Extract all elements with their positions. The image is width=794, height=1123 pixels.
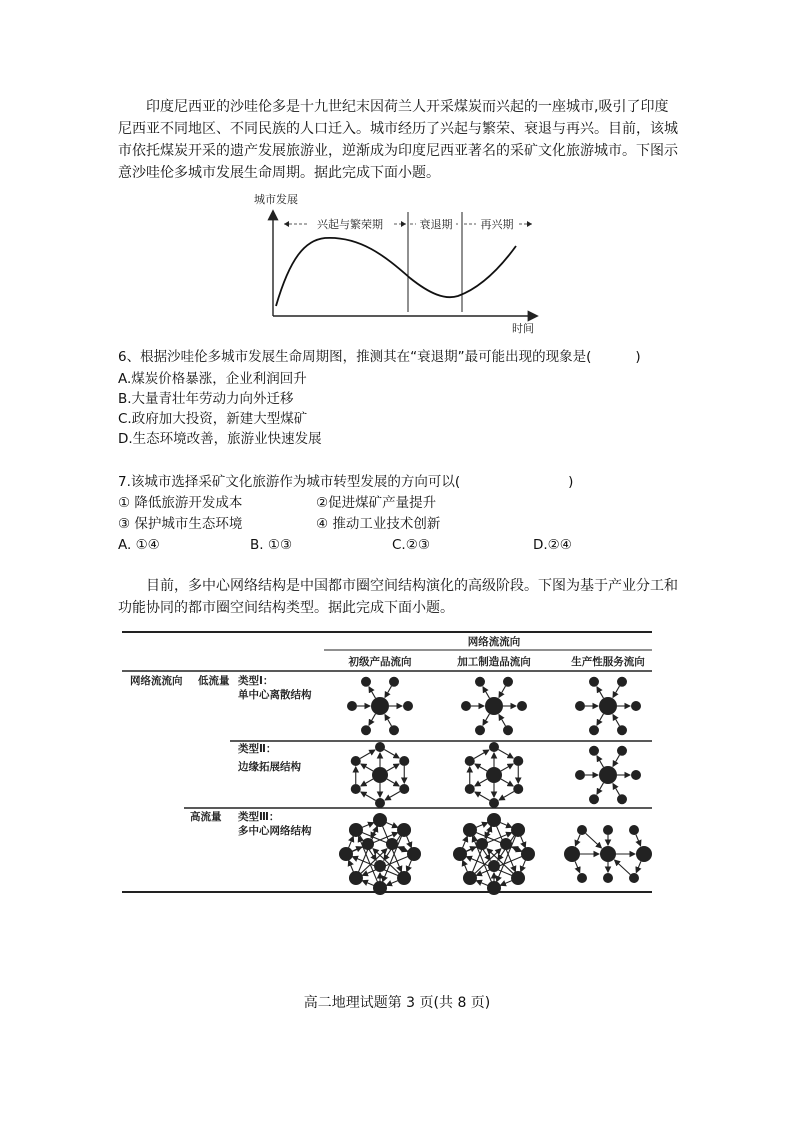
- node: [347, 701, 357, 711]
- flow-arrow: [613, 715, 620, 726]
- q6-stem: [118, 347, 641, 367]
- center-node: [599, 697, 617, 715]
- q7-stem-close: ): [568, 474, 574, 490]
- flow-arrow: [613, 686, 620, 697]
- node: [521, 847, 535, 861]
- node: [475, 725, 485, 735]
- node: [453, 847, 467, 861]
- node: [631, 701, 641, 711]
- node: [511, 823, 525, 837]
- page-footer: 高二地理试题第 3 页(共 8 页): [303, 995, 491, 1011]
- type1-title: 类型Ⅰ：: [238, 675, 274, 687]
- node: [397, 871, 411, 885]
- q7-item-3: ③ 保护城市生态环境: [118, 516, 243, 532]
- flow-arrow: [361, 792, 376, 801]
- node: [362, 838, 374, 850]
- q7-option-a[interactable]: A. ①④: [118, 537, 160, 553]
- flow-arrow: [398, 847, 408, 852]
- node: [403, 701, 413, 711]
- node: [386, 838, 398, 850]
- flow-arrow: [407, 860, 412, 872]
- node: [373, 881, 387, 895]
- node: [373, 813, 387, 827]
- center-node: [372, 767, 388, 783]
- node: [617, 677, 627, 687]
- flow-arrow: [521, 860, 526, 872]
- flow-arrow: [474, 750, 489, 759]
- flow-arrow: [498, 750, 513, 759]
- flow-arrow: [500, 822, 512, 827]
- flow-arrow: [348, 836, 353, 848]
- node: [375, 798, 385, 808]
- flow-arrow: [597, 783, 604, 794]
- node: [487, 813, 501, 827]
- flow-arrow: [520, 836, 525, 848]
- node: [575, 770, 585, 780]
- node: [617, 746, 627, 756]
- node: [629, 825, 639, 835]
- column-primary-products: 初级产品流向: [348, 656, 412, 668]
- node: [374, 860, 386, 872]
- flow-arrow: [483, 714, 490, 725]
- q7-item-1: ① 降低旅游开发成本: [118, 495, 243, 511]
- flow-arrow: [499, 715, 506, 726]
- flow-arrow: [361, 764, 373, 771]
- node: [397, 823, 411, 837]
- node: [629, 873, 639, 883]
- q7-stem: [118, 472, 573, 492]
- header-flow-direction: 网络流流向: [467, 636, 521, 648]
- flow-arrow: [362, 881, 374, 886]
- node: [349, 871, 363, 885]
- flow-arrow: [499, 792, 514, 801]
- flow-arrow: [360, 750, 375, 759]
- flow-arrow: [483, 687, 490, 698]
- phase-2-label: 衰退期: [419, 218, 453, 231]
- low-flow-label: 低流量: [198, 675, 230, 687]
- node: [589, 725, 599, 735]
- node: [349, 823, 363, 837]
- x-axis-label: 时间: [512, 322, 534, 335]
- column-producer-services: 生产性服务流向: [571, 656, 645, 668]
- node: [575, 701, 585, 711]
- node: [351, 784, 361, 794]
- node: [513, 784, 523, 794]
- node: [513, 756, 523, 766]
- q7-option-b[interactable]: B. ①③: [250, 537, 293, 553]
- flow-arrow: [369, 714, 376, 725]
- node: [500, 838, 512, 850]
- flow-arrow: [586, 833, 602, 848]
- node: [361, 677, 371, 687]
- node: [399, 784, 409, 794]
- node: [351, 756, 361, 766]
- center-node: [486, 767, 502, 783]
- node: [339, 847, 353, 861]
- node: [511, 871, 525, 885]
- spatial-structure-figure: [118, 628, 654, 898]
- flow-arrow: [475, 764, 487, 771]
- flow-arrow: [463, 860, 468, 872]
- type2-name: 边缘拓展结构: [238, 761, 301, 773]
- flow-arrow: [613, 755, 620, 766]
- node: [361, 725, 371, 735]
- flow-arrow: [476, 881, 488, 886]
- flow-arrow: [351, 847, 361, 852]
- flow-arrow: [462, 836, 467, 848]
- center-node: [599, 766, 617, 784]
- node: [389, 725, 399, 735]
- q7-option-c[interactable]: C.②③: [392, 537, 430, 553]
- center-node: [485, 697, 503, 715]
- flow-arrow: [597, 687, 604, 698]
- flow-arrow: [406, 836, 411, 848]
- node: [476, 838, 488, 850]
- high-flow-label: 高流量: [190, 811, 222, 823]
- node: [589, 677, 599, 687]
- flow-arrow: [613, 784, 620, 795]
- node: [389, 677, 399, 687]
- type3-name: 多中心网络结构: [238, 825, 312, 837]
- flow-arrow: [349, 860, 354, 872]
- node: [617, 794, 627, 804]
- node: [465, 784, 475, 794]
- flow-arrow: [597, 714, 604, 725]
- node: [589, 746, 599, 756]
- flow-arrow: [385, 715, 392, 726]
- flow-arrow: [371, 825, 377, 837]
- node: [489, 742, 499, 752]
- q6-option-b[interactable]: B.大量青壮年劳动力向外迁移: [118, 391, 294, 407]
- node: [489, 798, 499, 808]
- node: [631, 770, 641, 780]
- flow-arrow: [387, 764, 399, 771]
- flow-arrow: [636, 835, 641, 846]
- node: [577, 825, 587, 835]
- node: [407, 847, 421, 861]
- flow-arrow: [501, 764, 513, 771]
- hub-node: [564, 846, 580, 862]
- flow-arrow: [476, 823, 488, 828]
- q6-option-d[interactable]: D.生态环境改善，旅游业快速发展: [118, 431, 322, 447]
- flow-arrow: [369, 687, 376, 698]
- flow-arrow: [475, 779, 487, 786]
- node: [517, 701, 527, 711]
- q7-item-4: ④ 推动工业技术创新: [316, 516, 441, 532]
- phase-3-label: 再兴期: [480, 218, 514, 231]
- q6-stem-close: ): [635, 349, 641, 365]
- node: [463, 871, 477, 885]
- q6-option-a[interactable]: A.煤炭价格暴涨，企业利润回升: [118, 371, 307, 387]
- q7-option-d[interactable]: D.②④: [533, 537, 572, 553]
- q6-option-c[interactable]: C.政府加大投资，新建大型煤矿: [118, 411, 308, 427]
- node: [399, 756, 409, 766]
- type3-title: 类型Ⅲ：: [238, 811, 280, 823]
- y-axis-label: 城市发展: [254, 193, 298, 206]
- node: [487, 881, 501, 895]
- flow-arrow: [500, 880, 512, 885]
- node: [463, 823, 477, 837]
- hub-node: [600, 846, 616, 862]
- flow-arrow: [475, 792, 490, 801]
- node: [603, 873, 613, 883]
- flow-arrow: [597, 756, 604, 767]
- flow-arrow: [499, 686, 506, 697]
- node: [488, 860, 500, 872]
- city-lifecycle-chart: [250, 188, 550, 338]
- q7-stem-text: 7.该城市选择采矿文化旅游作为城市转型发展的方向可以(: [118, 474, 461, 490]
- node: [465, 756, 475, 766]
- passage-2: 目前，多中心网络结构是中国都市圈空间结构演化的高级阶段。下图为基于产业分工和功能协同的都市圈空间结构类型。据此完成下面小题。: [118, 578, 678, 616]
- flow-arrow: [386, 880, 398, 885]
- node: [577, 873, 587, 883]
- type2-title: 类型Ⅱ：: [238, 743, 277, 755]
- flow-arrow: [575, 861, 580, 872]
- flow-arrow: [384, 750, 399, 759]
- row-axis-label: 网络流流向: [130, 675, 183, 687]
- flow-arrow: [385, 686, 392, 697]
- center-node: [371, 697, 389, 715]
- development-curve: [276, 238, 516, 306]
- flow-arrow: [636, 861, 641, 872]
- q7-item-2: ②促进煤矿产量提升: [316, 495, 437, 511]
- flow-arrow: [361, 779, 373, 786]
- flow-arrow: [615, 860, 631, 875]
- column-manufactured-goods: 加工制造品流向: [457, 656, 531, 668]
- flow-arrow: [362, 823, 374, 828]
- flow-arrow: [386, 822, 398, 827]
- flow-arrow: [575, 835, 580, 846]
- flow-arrow: [485, 825, 491, 837]
- node: [589, 794, 599, 804]
- phase-1-label: 兴起与繁荣期: [317, 218, 383, 231]
- node: [503, 677, 513, 687]
- flow-arrow: [501, 779, 513, 786]
- q6-stem-text: 6、根据沙哇伦多城市发展生命周期图，推测其在“衰退期”最可能出现的现象是(: [118, 349, 592, 365]
- passage-1: 印度尼西亚的沙哇伦多是十九世纪末因荷兰人开采煤炭而兴起的一座城市,吸引了印度尼西亚不同地区、不同民族的人口迁入。城市经历了兴起与繁荣、衰退与再兴。目前，该城市依托煤炭开采的遗产发展旅游业，逆渐成为印度尼西亚著名的采矿文化旅游城市。下图示意沙哇伦多城市发展生命周期。据此完成下面小题。: [118, 99, 678, 181]
- flow-arrow: [385, 792, 400, 801]
- hub-node: [636, 846, 652, 862]
- flow-arrow: [512, 847, 522, 852]
- node: [503, 725, 513, 735]
- node: [375, 742, 385, 752]
- flow-arrow: [465, 847, 475, 852]
- node: [475, 677, 485, 687]
- flow-arrow: [387, 779, 399, 786]
- type1-name: 单中心离散结构: [238, 689, 312, 701]
- node: [461, 701, 471, 711]
- node: [603, 825, 613, 835]
- node: [617, 725, 627, 735]
